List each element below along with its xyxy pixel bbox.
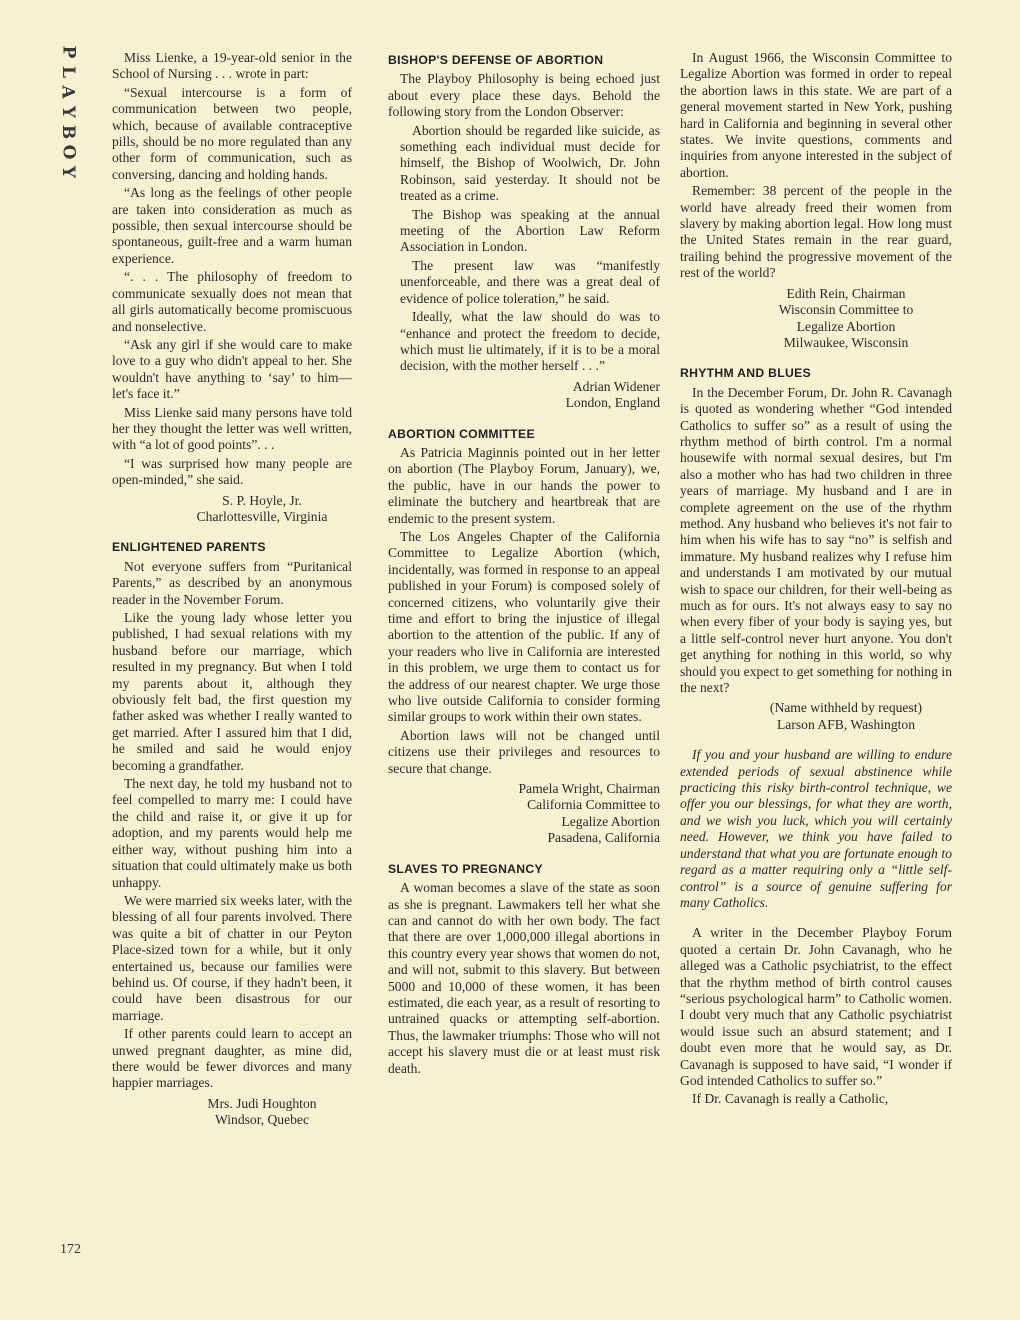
- paragraph: Remember: 38 percent of the people in the world have already freed their women from slavery by making abortion legal. How long must the United States remain in the rear guard, trailing behind the progressive movement of the rest of the world?: [680, 183, 952, 281]
- signature-line: Legalize Abortion: [561, 813, 660, 829]
- paragraph: The next day, he told my husband not to feel compelled to marry me: I could have the child and raise it, or give it up for adoption, and my parents would help me either way, without pushing him into a situation that could ultimately make us both unhappy.: [112, 776, 352, 890]
- signature-line: Adrian Widener: [572, 378, 660, 394]
- paragraph: “As long as the feelings of other people are taken into consideration as much as possible, then sexual intercourse should be spontaneous, guilt-free and a warm human experience.: [112, 185, 352, 266]
- col1-signature-1: [112, 493, 352, 526]
- paragraph: The present law was “manifestly unenforceable, and there was a great deal of evidence of police toleration,” he said.: [400, 257, 660, 306]
- paragraph: A woman becomes a slave of the state as soon as she is pregnant. Lawmakers tell her what she can and cannot do with her own body. The fact that there are over 1,000,000 illegal abortions in this country every year shows that women do not, and will not, submit to this slavery. But between 5000 and 10,000 of these women, it has been estimated, die each year, as a result of resorting to untrained quacks or attempting self-abortion. Thus, the lawmaker triumphs: Those who will not accept his slavery must die or at least must risk death.: [388, 880, 660, 1076]
- heading-bishops-defense: BISHOP'S DEFENSE OF ABORTION: [388, 53, 604, 67]
- signature-line: Mrs. Judi Houghton: [207, 1095, 317, 1111]
- col2-intro: The Playboy Philosophy is being echoed just about every place these days. Behold the following story from the London Observer:: [388, 71, 660, 120]
- title-letter: A: [57, 85, 78, 99]
- title-letter: B: [58, 124, 78, 140]
- paragraph: In the December Forum, Dr. John R. Cavanagh is quoted as wondering whether “God intended Catholics to suffer so” as a result of using the rhythm method of birth control. I'm a normal housewife with normal sexual desires, but I'm also a mother who has had two children in three years of marriage. My husband and I are in complete agreement on the use of the rhythm method. Any husband who believes it's not fair to him when his wife has to say “no” is selfish and immature. My husband realizes why I refuse him and understands I am motivated by our mutual wish to space our children, for their well-being as much as for ours. It's not always easy to say no when every fiber of your body is saying yes, but a little self-control never hurt anyone. You don't get anything for nothing in this world, so why should you expect to get something for nothing in the next?: [680, 384, 952, 696]
- paragraph: A writer in the December Playboy Forum quoted a certain Dr. John Cavanagh, who he alleged was a Catholic psychiatrist, to the effect that the rhythm method of birth control causes “serious psychological harm” to Catholic women. I doubt very much that any Catholic psychiatrist would issue such an absurd statement; and I doubt even more that he would say, as Dr. Cavanagh is supposed to have said, “I wonder if God intended Catholics to suffer so.”: [680, 925, 952, 1088]
- paragraph: “Ask any girl if she would care to make love to a guy who didn't appeal to her. She wouldn't have anything to ‘say’ to him—let's face it.”: [112, 336, 352, 402]
- title-letter: P: [57, 45, 78, 59]
- col3-paragraphs-1: [680, 50, 952, 282]
- paragraph: We were married six weeks later, with the blessing of all four parents involved. There was quite a bit of chatter in our Peyton Place-sized town for a while, but it only entertained us, because our families were behind us. Of course, if they hadn't been, it could have been disastrous for our marriage.: [112, 892, 352, 1023]
- signature-line: Pasadena, California: [547, 830, 660, 846]
- signature-line: S. P. Hoyle, Jr.: [222, 492, 302, 508]
- signature-line: Milwaukee, Wisconsin: [783, 334, 909, 350]
- paragraph: “Sexual intercourse is a form of communication between two people, which, because of available contraceptive pills, should be no more regulated than any other form of communication, such as conversing, dancing and holding hands.: [112, 84, 352, 182]
- paragraph: As Patricia Maginnis pointed out in her letter on abortion (The Playboy Forum, January), we, the public, have in our hands the power to eliminate the butchery and heartbreak that are endemic to the present system.: [388, 444, 660, 526]
- paragraph: Not everyone suffers from “Puritanical Parents,” as described by an anonymous reader in the November Forum.: [112, 558, 352, 607]
- signature-line: Charlottesville, Virginia: [196, 508, 328, 524]
- col3-signature-1: [680, 286, 952, 352]
- signature-line: (Name withheld by request): [769, 700, 923, 716]
- title-letter: O: [58, 144, 78, 160]
- col2-paragraphs-2: [388, 445, 660, 777]
- signature-line: Windsor, Quebec: [214, 1112, 310, 1128]
- signature-line: Pamela Wright, Chairman: [518, 781, 660, 797]
- title-letter: Y: [57, 105, 78, 119]
- paragraph: Abortion laws will not be changed until citizens use their privileges and resources to secure that change.: [388, 727, 660, 776]
- heading-abortion-committee: ABORTION COMMITTEE: [388, 426, 535, 441]
- paragraph: If other parents could learn to accept an unwed pregnant daughter, as mine did, there would be fewer divorces and many happier marriages.: [112, 1026, 352, 1091]
- col3-paragraphs-3: [680, 925, 952, 1107]
- column-1: [112, 50, 352, 1312]
- col2-quotes: [388, 123, 660, 375]
- col1-paragraphs-2: [112, 559, 352, 1092]
- paragraph: Miss Lienke said many persons have told her they thought the letter was well written, with “a lot of good points”. . .: [112, 404, 352, 453]
- signature-line: Wisconsin Committee to: [778, 302, 914, 318]
- page-number: 172: [60, 1242, 81, 1257]
- signature-line: Edith Rein, Chairman: [786, 285, 906, 301]
- column-3: [680, 50, 952, 1312]
- col2-signature-2: [388, 781, 660, 847]
- column-2: [388, 50, 660, 1312]
- paragraph: Like the young lady whose letter you published, I had sexual relations with my husband before our marriage, which resulted in my pregnancy. But when I told my parents about it, although they obviously felt bad, the first question my father asked was whether I really wanted to get married. After I assured him that I did, he smiled and said he would enjoy becoming a grandfather.: [112, 610, 352, 773]
- col2-paragraphs-3: [388, 880, 660, 1077]
- paragraph: The Bishop was speaking at the annual meeting of the Abortion Law Reform Association in London.: [400, 206, 660, 255]
- heading-slaves-to-pregnancy: SLAVES TO PREGNANCY: [388, 861, 543, 876]
- signature-line: Legalize Abortion: [796, 318, 896, 334]
- title-letter: Y: [57, 165, 78, 179]
- paragraph: In August 1966, the Wisconsin Committee to Legalize Abortion was formed in order to repeal the abortion laws in this state. We are part of a general movement started in New York, pushing hard in California and beginning in several other states. We invite questions, comments and inquiries from anyone interested in the subject of abortion.: [680, 50, 952, 180]
- paragraph: If Dr. Cavanagh is really a Catholic,: [692, 1091, 889, 1107]
- signature-line: Larson AFB, Washington: [777, 716, 915, 732]
- heading-rhythm-and-blues: RHYTHM AND BLUES: [680, 366, 811, 381]
- col3-signature-2: [680, 700, 952, 733]
- paragraph: “I was surprised how many people are open-minded,” she said.: [112, 455, 352, 488]
- paragraph: “. . . The philosophy of freedom to communicate sexually does not mean that all girls automatically become promiscuous and nonselective.: [112, 269, 352, 334]
- signature-line: London, England: [565, 395, 660, 411]
- vertical-magazine-title: [54, 42, 82, 182]
- paragraph: Abortion should be regarded like suicide, as something each individual must decide for himself, the Bishop of Woolwich, Dr. John Robinson, said yesterday. It should not be treated as a crime.: [400, 122, 660, 204]
- col1-signature-2: [112, 1096, 352, 1129]
- col2-signature-1: [388, 379, 660, 412]
- title-letter: L: [57, 66, 78, 78]
- paragraph: Ideally, what the law should do was to “enhance and protect the freedom to decide, which must lie ultimately, if it is to be a moral decision, with the mother herself . . .”: [400, 309, 660, 374]
- heading-enlightened-parents: ENLIGHTENED PARENTS: [112, 540, 266, 555]
- col3-paragraphs-2: [680, 385, 952, 697]
- paragraph: The Los Angeles Chapter of the California Committee to Legalize Abortion (which, incidentally, was formed in response to an appeal published in your Forum) is composed solely of concerned citizens, who voluntarily give their time and effort to bring the injustice of illegal abortion to the attention of the public. If any of your readers who live in California are interested in this problem, we urge them to contact us for the address of our nearest chapter. We urge those who live outside California to consider forming similar groups to work within their own states.: [388, 528, 660, 725]
- signature-line: California Committee to: [527, 797, 660, 813]
- editor-reply: If you and your husband are willing to endure extended periods of sexual abstinence while practicing this risky birth-control technique, we offer you our blessings, for what they are worth, and we wish you luck, which you will certainly need. However, we think you have failed to understand that what you are fortunate enough to regard as a matter requiring only a “little self-control” is a source of genuine suffering for many Catholics.: [680, 747, 952, 910]
- paragraph: Miss Lienke, a 19-year-old senior in the School of Nursing . . . wrote in part:: [112, 50, 352, 82]
- col1-paragraphs: [112, 50, 352, 489]
